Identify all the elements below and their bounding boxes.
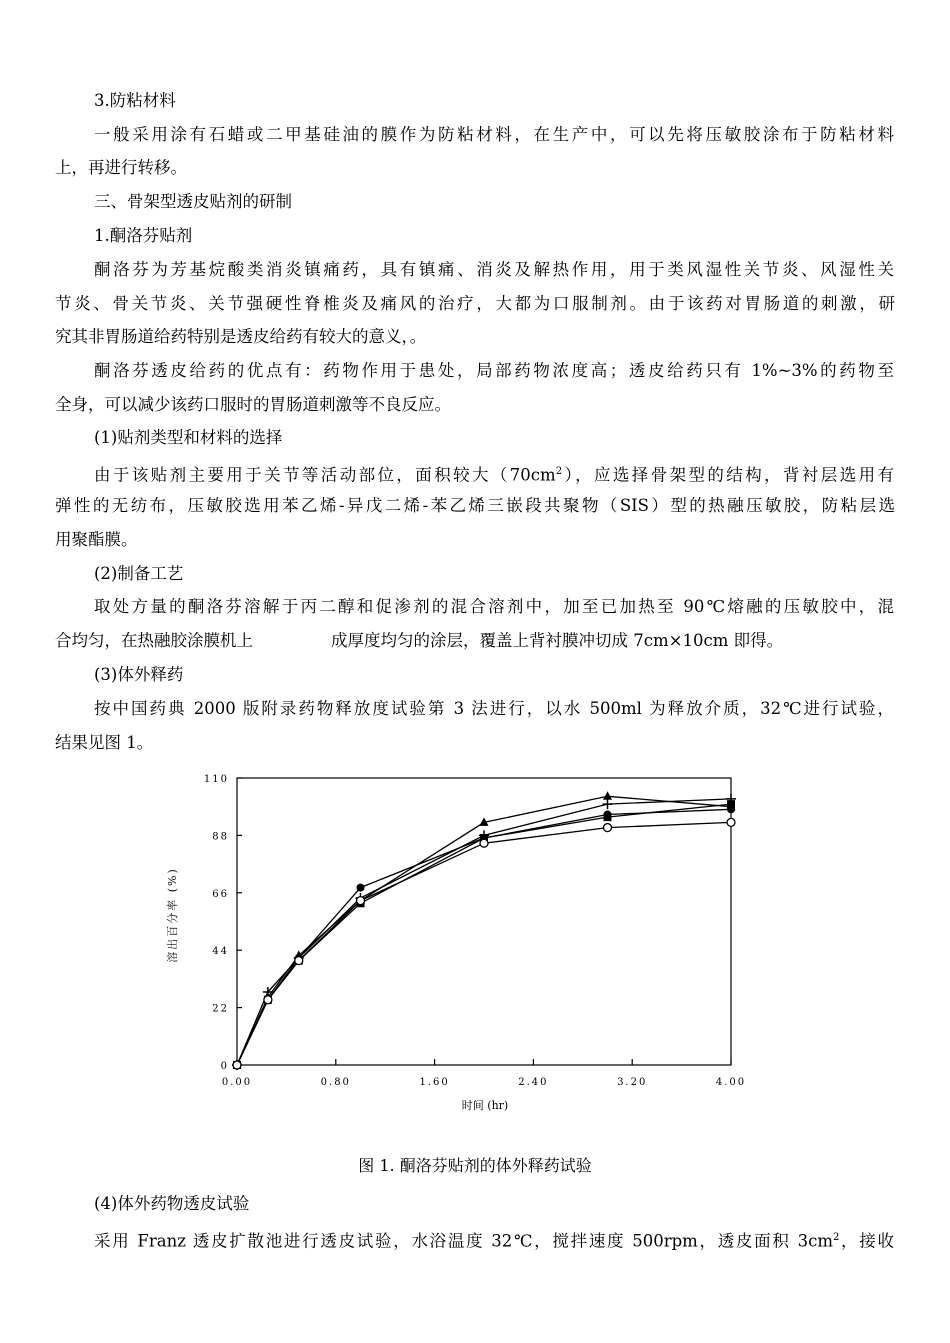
paragraph-line: [94, 1228, 894, 1252]
paragraph-line: 酮洛芬透皮给药的优点有：药物作用于患处，局部药物浓度高；透皮给药只有 1%~3%的药物至: [94, 361, 894, 380]
x-tick-label: 1.60: [419, 1077, 450, 1088]
x-tick-label: 3.20: [617, 1077, 648, 1088]
y-tick-label: 22: [212, 1003, 229, 1015]
subheading-process: (2)制备工艺: [94, 564, 184, 583]
y-tick-label: 44: [212, 946, 229, 958]
section-heading-antistick: 3.防粘材料: [94, 91, 176, 110]
paragraph-line: 用聚酯膜。: [55, 530, 138, 549]
release-chart: [150, 765, 770, 1125]
text-run: ，接收: [839, 1231, 894, 1251]
subheading-permeation: (4)体外药物透皮试验: [94, 1194, 250, 1213]
x-axis-label: 时间 (hr): [461, 1099, 509, 1112]
subheading-type: (1)贴剂类型和材料的选择: [94, 428, 283, 447]
text-run: 采用 Franz 透皮扩散池进行透皮试验，水浴温度 32℃，搅拌速度 500rpm，透皮面积 3cm: [94, 1231, 833, 1251]
data-point-cross: [603, 799, 613, 809]
text-run: 由于该贴剂主要用于关节等活动部位，面积较大（70cm: [94, 465, 556, 485]
paragraph-line: 弹性的无纺布，压敏胶选用苯乙烯-异戊二烯-苯乙烯三嵌段共聚物（SIS）型的热融压敏胶，防粘层选: [55, 496, 895, 515]
paragraph-line: [55, 631, 895, 651]
paragraph-line: 结果见图 1。: [55, 733, 154, 752]
paragraph-line: 节炎、骨关节炎、关节强硬性脊椎炎及痛风的治疗，大都为口服制剂。由于该药对胃肠道的刺激，研: [55, 294, 895, 313]
y-tick-label: 66: [212, 888, 229, 900]
subheading-release: (3)体外释药: [94, 665, 184, 684]
text-run: 合均匀，在热融胶涂膜机上: [55, 631, 253, 650]
subsection-heading: 1.酮洛芬贴剂: [94, 226, 193, 245]
y-tick-label: 88: [212, 831, 229, 843]
data-point-open-circle: [480, 839, 488, 847]
data-point-circle: [727, 805, 735, 813]
data-point-circle: [604, 811, 612, 819]
paragraph-line: 酮洛芬为芳基烷酸类消炎镇痛药，具有镇痛、消炎及解热作用，用于类风湿性关节炎、风湿性关: [94, 260, 894, 279]
data-point-open-circle: [357, 897, 365, 905]
data-point-open-circle: [604, 824, 612, 832]
paragraph-line: 取处方量的酮洛芬溶解于丙二醇和促渗剂的混合溶剂中，加至已加热至 90℃熔融的压敏胶中，混: [94, 597, 894, 616]
paragraph-line: 一般采用涂有石蜡或二甲基硅油的膜作为防粘材料，在生产中，可以先将压敏胶涂布于防粘材料: [94, 125, 894, 144]
data-point-open-circle: [727, 818, 735, 826]
paragraph-line: 全身，可以减少该药口服时的胃肠道刺激等不良反应。: [55, 395, 451, 414]
y-axis-label: 溶出百分率 (%): [166, 867, 179, 963]
paragraph-line: [94, 462, 894, 486]
text-run: ），应选择骨架型的结构，背衬层选用有: [562, 465, 895, 485]
data-point-open-circle: [233, 1061, 241, 1069]
x-tick-label: 4.00: [715, 1077, 747, 1088]
superscript: 2: [555, 466, 563, 477]
paragraph-line: 按中国药典 2000 版附录药物释放度试验第 3 法进行，以水 500ml 为释放介质，32℃进行试验，: [94, 699, 894, 718]
figure-caption: 图 1. 酮洛芬贴剂的体外释药试验: [358, 1156, 592, 1175]
y-tick-label: 110: [203, 774, 229, 785]
paragraph-line: 上，再进行转移。: [55, 158, 187, 177]
paragraph-line: 究其非胃肠道给药特别是透皮给药有较大的意义，。: [55, 327, 427, 346]
x-tick-label: 2.40: [518, 1077, 549, 1088]
y-tick-label: 0: [220, 1061, 229, 1072]
data-point-open-circle: [264, 996, 272, 1004]
data-point-circle: [357, 884, 365, 892]
data-point-open-circle: [295, 957, 303, 965]
data-point-triangle: [603, 791, 612, 800]
text-run: 成厚度均匀的涂层，覆盖上背衬膜冲切成 7cm×10cm 即得。: [331, 631, 784, 650]
x-tick-label: 0.80: [320, 1077, 351, 1088]
x-tick-label: 0.00: [221, 1077, 253, 1088]
superscript: 2: [832, 1232, 840, 1243]
part-heading: 三、骨架型透皮贴剂的研制: [94, 192, 292, 211]
